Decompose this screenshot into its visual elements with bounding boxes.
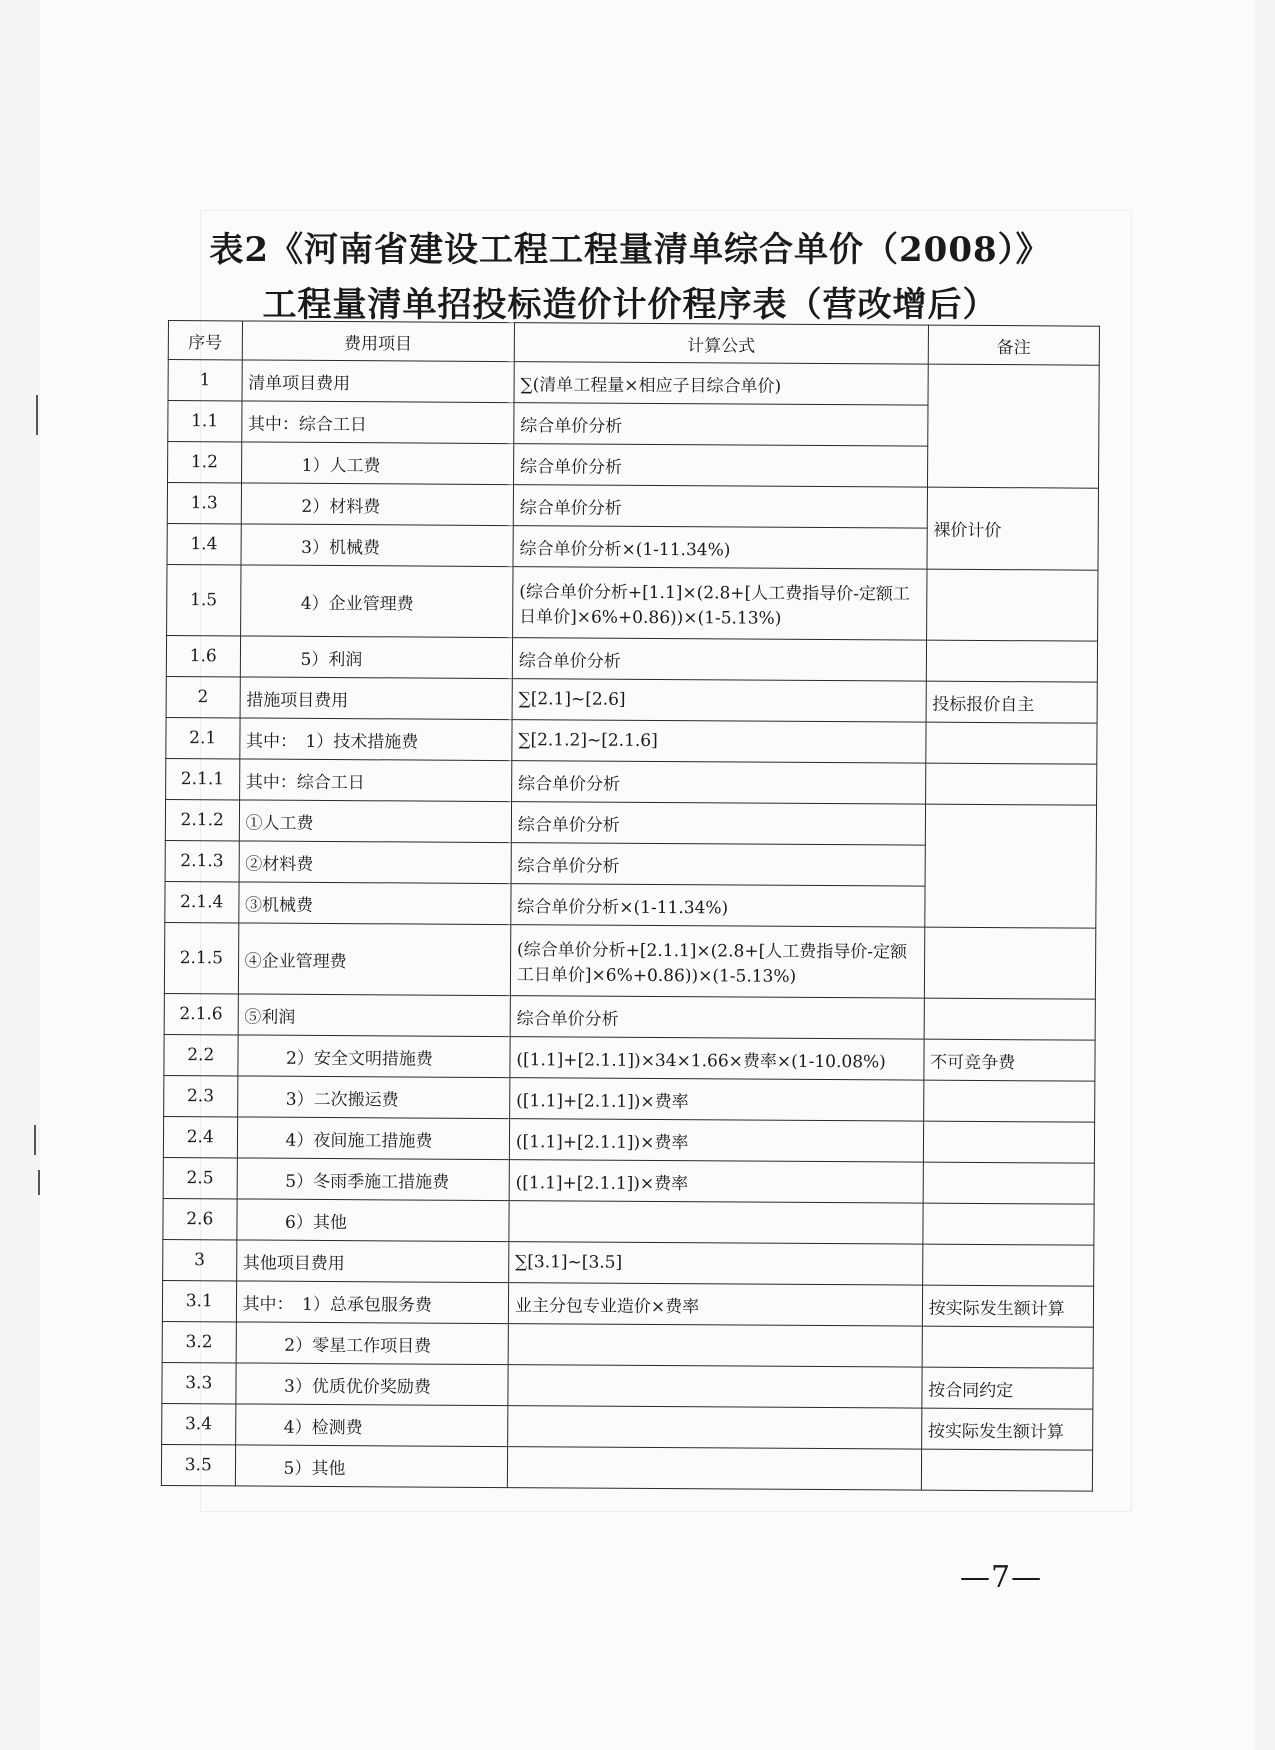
- row-formula: 综合单价分析: [511, 802, 925, 846]
- row-formula: 业主分包专业造价×费率: [508, 1283, 922, 1327]
- row-item: 4）检测费: [235, 1404, 508, 1447]
- row-formula: ∑[3.1]~[3.5]: [509, 1242, 923, 1286]
- row-item: ②材料费: [239, 841, 512, 884]
- page-number: —7—: [960, 1560, 1043, 1595]
- row-item: 6）其他: [236, 1199, 509, 1242]
- scan-mark: [38, 1170, 40, 1195]
- row-formula: ([1.1]+[2.1.1])×费率: [510, 1078, 924, 1122]
- row-no: 1.5: [167, 564, 241, 635]
- row-item: 其中： 1）总承包服务费: [236, 1281, 509, 1324]
- row-note: [925, 763, 1097, 805]
- row-no: 3.1: [162, 1280, 236, 1321]
- row-item: 其中：综合工日: [241, 401, 514, 444]
- row-no: 2: [166, 676, 240, 717]
- row-no: 1: [168, 360, 242, 401]
- row-no: 1.3: [167, 483, 241, 524]
- row-item: 2）材料费: [241, 483, 514, 526]
- row-formula: [508, 1365, 922, 1409]
- row-note: 按实际发生额计算: [921, 1408, 1093, 1450]
- title-line-1: 表2《河南省建设工程工程量清单综合单价（2008）》: [209, 230, 1051, 270]
- row-no: 1.1: [168, 401, 242, 442]
- row-no: 3.5: [161, 1444, 235, 1485]
- table-row: [164, 1075, 1095, 1122]
- table-row: [166, 717, 1097, 764]
- row-formula: (综合单价分析+[2.1.1]×(2.8+[人工费指导价-定额工日单价]×6%+0.86))×(1-5.13%): [510, 925, 924, 999]
- row-formula: 综合单价分析: [511, 843, 925, 887]
- table-row: [164, 922, 1095, 999]
- table-row: [162, 1280, 1093, 1327]
- table-row: [166, 635, 1097, 682]
- row-formula: 综合单价分析: [513, 444, 927, 488]
- row-formula: [508, 1324, 922, 1368]
- row-formula: [508, 1406, 922, 1450]
- row-item: 4）企业管理费: [240, 565, 513, 638]
- table-row: [163, 1116, 1094, 1163]
- row-formula: 综合单价分析: [514, 403, 928, 447]
- row-note: 按实际发生额计算: [922, 1285, 1094, 1327]
- row-formula: ∑(清单工程量×相应子目综合单价): [514, 362, 928, 406]
- row-formula: [509, 1201, 923, 1245]
- header-no: 序号: [168, 321, 242, 360]
- table-row: [163, 1239, 1094, 1286]
- row-no: 2.1: [166, 717, 240, 758]
- row-no: 2.1.6: [164, 993, 238, 1034]
- row-item: ④企业管理费: [238, 923, 511, 996]
- row-no: 2.1.1: [166, 758, 240, 799]
- row-note: [927, 364, 1099, 488]
- row-no: 2.1.2: [165, 799, 239, 840]
- row-formula: ∑[2.1]~[2.6]: [512, 679, 926, 723]
- row-item: 3）优质优价奖励费: [235, 1363, 508, 1406]
- row-no: 2.5: [163, 1157, 237, 1198]
- row-note: [924, 804, 1096, 928]
- row-no: 2.1.3: [165, 840, 239, 881]
- row-no: 3.3: [162, 1362, 236, 1403]
- table-row: [166, 758, 1097, 805]
- scan-mark: [34, 1125, 36, 1155]
- pricing-procedure-table: [161, 320, 1100, 1492]
- row-item: 3）机械费: [241, 524, 514, 567]
- row-no: 2.2: [164, 1034, 238, 1075]
- row-no: 1.6: [166, 635, 240, 676]
- row-no: 2.3: [164, 1075, 238, 1116]
- row-item: ⑤利润: [238, 994, 511, 1037]
- row-note: [923, 1121, 1095, 1163]
- scan-mark: [36, 395, 38, 435]
- row-no: 1.4: [167, 523, 241, 564]
- row-no: 2.1.4: [165, 881, 239, 922]
- row-item: 4）夜间施工措施费: [237, 1117, 510, 1160]
- row-formula: ([1.1]+[2.1.1])×34×1.66×费率×(1-10.08%): [510, 1037, 924, 1081]
- row-formula: (综合单价分析+[1.1]×(2.8+[人工费指导价-定额工日单价]×6%+0.86))×(1-5.13%): [512, 567, 926, 641]
- row-formula: 综合单价分析: [512, 638, 926, 682]
- row-note: [924, 927, 1096, 999]
- row-formula: 综合单价分析: [513, 485, 927, 529]
- row-item: ①人工费: [239, 800, 512, 843]
- row-item: 措施项目费用: [240, 677, 513, 720]
- table-row: [165, 799, 1096, 846]
- row-note: [926, 640, 1098, 682]
- row-no: 2.1.5: [164, 922, 238, 993]
- row-item: 5）冬雨季施工措施费: [237, 1158, 510, 1201]
- row-formula: ([1.1]+[2.1.1])×费率: [509, 1119, 923, 1163]
- row-item: 5）其他: [235, 1445, 508, 1488]
- row-note: 按合同约定: [922, 1367, 1094, 1409]
- table-row: [167, 564, 1098, 641]
- table-row: [168, 360, 1099, 407]
- table-row: [163, 1157, 1094, 1204]
- row-formula: 综合单价分析: [510, 996, 924, 1040]
- row-item: 1）人工费: [241, 442, 514, 485]
- title-line-2: 工程量清单招投标造价计价程序表（营改增后）: [262, 285, 998, 325]
- row-no: 1.2: [168, 442, 242, 483]
- row-note: 投标报价自主: [926, 681, 1098, 723]
- row-item: 5）利润: [240, 636, 513, 679]
- row-item: 清单项目费用: [242, 360, 515, 403]
- row-note: [923, 1162, 1095, 1204]
- table-row: [163, 1198, 1094, 1245]
- row-item: 2）零星工作项目费: [236, 1322, 509, 1365]
- row-note: [924, 998, 1096, 1040]
- row-note: [926, 569, 1098, 641]
- table-row: [164, 1034, 1095, 1081]
- row-formula: [507, 1447, 921, 1491]
- table-row: [162, 1362, 1093, 1409]
- row-formula: 综合单价分析×(1-11.34%): [511, 884, 925, 928]
- row-note: [922, 1326, 1094, 1368]
- row-note: 不可竞争费: [924, 1039, 1096, 1081]
- row-item: 其中： 1）技术措施费: [239, 718, 512, 761]
- row-item: 3）二次搬运费: [237, 1076, 510, 1119]
- row-no: 3: [163, 1239, 237, 1280]
- row-no: 3.2: [162, 1321, 236, 1362]
- table-row: [162, 1403, 1093, 1450]
- row-item: 其中：综合工日: [239, 759, 512, 802]
- row-note: [925, 722, 1097, 764]
- table-row: [161, 1444, 1092, 1491]
- row-formula: ∑[2.1.2]~[2.1.6]: [512, 720, 926, 764]
- row-no: 2.6: [163, 1198, 237, 1239]
- header-item: 费用项目: [242, 321, 515, 362]
- row-no: 3.4: [162, 1403, 236, 1444]
- row-note: [923, 1203, 1095, 1245]
- row-item: 其他项目费用: [236, 1240, 509, 1283]
- row-note: 裸价计价: [927, 487, 1099, 570]
- table-row: [166, 676, 1097, 723]
- row-no: 2.4: [163, 1116, 237, 1157]
- row-note: [922, 1244, 1094, 1286]
- table-row: [162, 1321, 1093, 1368]
- row-note: [921, 1449, 1093, 1491]
- header-formula: 计算公式: [514, 323, 928, 365]
- table-row: [167, 483, 1098, 530]
- row-formula: 综合单价分析: [511, 761, 925, 805]
- row-item: ③机械费: [238, 882, 511, 925]
- row-formula: 综合单价分析×(1-11.34%): [513, 526, 927, 570]
- table-row: [164, 993, 1095, 1040]
- row-formula: ([1.1]+[2.1.1])×费率: [509, 1160, 923, 1204]
- row-item: 2）安全文明措施费: [237, 1035, 510, 1078]
- header-note: 备注: [928, 325, 1100, 365]
- row-note: [923, 1080, 1095, 1122]
